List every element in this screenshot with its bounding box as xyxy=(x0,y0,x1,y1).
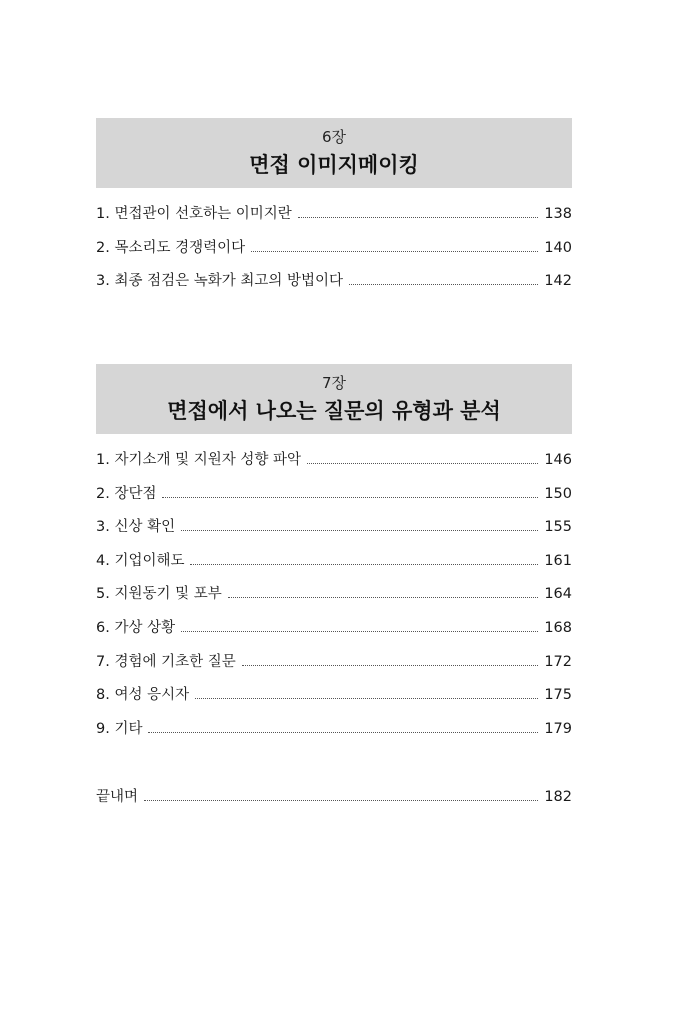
chapter-6-header xyxy=(96,118,572,188)
dot-leader xyxy=(195,698,538,699)
toc-entry-page: 164 xyxy=(544,586,572,603)
dot-leader xyxy=(181,631,538,632)
toc-entry-page: 150 xyxy=(544,485,572,502)
toc-entry-page: 155 xyxy=(544,519,572,536)
toc-entry-label: 3. 최종 점검은 녹화가 최고의 방법이다 xyxy=(96,273,343,290)
toc-entry[interactable] xyxy=(96,584,572,618)
toc-entry[interactable] xyxy=(96,204,572,238)
chapter-title: 면접 이미지메이킹 xyxy=(249,153,419,177)
chapter-number: 6장 xyxy=(321,128,347,146)
dot-leader xyxy=(148,732,538,733)
toc-entry-label: 4. 기업이해도 xyxy=(96,552,185,569)
toc-entry-label: 9. 기타 xyxy=(96,720,143,737)
dot-leader xyxy=(190,564,538,565)
toc-entry[interactable] xyxy=(96,719,572,753)
toc-entry[interactable] xyxy=(96,450,572,484)
toc-entry-label: 3. 신상 확인 xyxy=(96,519,176,536)
toc-entry-label: 8. 여성 응시자 xyxy=(96,687,190,704)
toc-entry[interactable] xyxy=(96,238,572,272)
toc-entry-page: 146 xyxy=(544,452,572,468)
toc-entry[interactable] xyxy=(96,484,572,518)
dot-leader xyxy=(144,800,538,801)
toc-entry-page: 182 xyxy=(544,789,572,805)
toc-entry[interactable] xyxy=(96,551,572,585)
dot-leader xyxy=(228,597,539,598)
toc-entry[interactable] xyxy=(96,517,572,551)
dot-leader xyxy=(251,251,538,252)
toc-entry-page: 179 xyxy=(544,720,572,737)
toc-entry-label: 7. 경험에 기초한 질문 xyxy=(96,653,236,670)
toc-entry-closing[interactable] xyxy=(96,787,572,821)
dot-leader xyxy=(307,463,538,464)
toc-entry-page: 168 xyxy=(544,619,572,636)
toc-entry[interactable] xyxy=(96,618,572,652)
toc-entry-page: 140 xyxy=(544,239,572,256)
chapter-7-header xyxy=(96,364,572,434)
closing-toc xyxy=(96,787,572,821)
toc-entry-label: 끝내며 xyxy=(96,789,139,805)
chapter-number: 7장 xyxy=(321,374,347,392)
toc-entry-label: 2. 목소리도 경쟁력이다 xyxy=(96,239,246,256)
toc-entry[interactable] xyxy=(96,685,572,719)
toc-entry-page: 142 xyxy=(544,273,572,290)
dot-leader xyxy=(181,530,538,531)
dot-leader xyxy=(162,497,538,498)
chapter-7-toc xyxy=(96,450,572,752)
toc-entry[interactable] xyxy=(96,271,572,305)
toc-entry[interactable] xyxy=(96,652,572,686)
dot-leader xyxy=(242,665,539,666)
toc-entry-page: 175 xyxy=(544,687,572,704)
toc-entry-page: 161 xyxy=(544,552,572,569)
toc-entry-label: 6. 가상 상황 xyxy=(96,619,176,636)
chapter-6-toc xyxy=(96,204,572,305)
chapter-title: 면접에서 나오는 질문의 유형과 분석 xyxy=(167,399,501,423)
toc-entry-label: 1. 면접관이 선호하는 이미지란 xyxy=(96,206,292,222)
dot-leader xyxy=(349,284,538,285)
toc-entry-page: 138 xyxy=(544,206,572,222)
toc-entry-label: 2. 장단점 xyxy=(96,485,157,502)
dot-leader xyxy=(298,217,539,218)
toc-entry-label: 1. 자기소개 및 지원자 성향 파악 xyxy=(96,452,301,468)
toc-entry-label: 5. 지원동기 및 포부 xyxy=(96,586,222,603)
toc-entry-page: 172 xyxy=(544,653,572,670)
